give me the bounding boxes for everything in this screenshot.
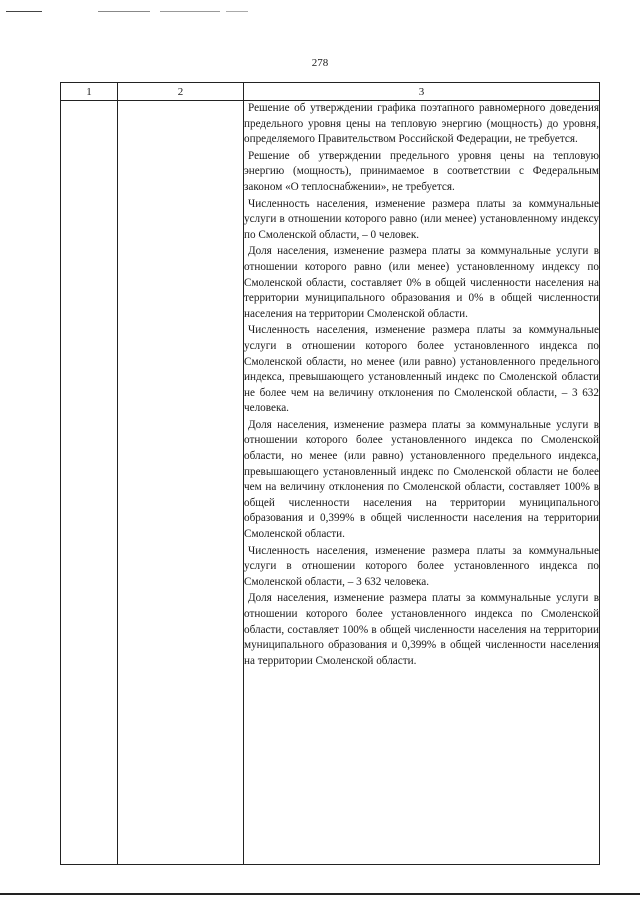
table-cell-empty [61,101,118,865]
table-cell-text [244,101,600,865]
table-row [61,101,600,865]
paragraph: Численность населения, изменение размера платы за коммунальные услуги в отношении которого равно (или менее) установленному индексу по Смоленской области, – 0 человек. [244,197,599,241]
paragraph: Численность населения, изменение размера платы за коммунальные услуги в отношении которого более установленного индекса по Смоленской области, – 3 632 человека. [244,544,599,588]
paragraph: Численность населения, изменение размера платы за коммунальные услуги в отношении которого более установленного индекса по Смоленской области, но менее (или равно) установленного предельного индекса, превышающего установленный индекс по Смоленской области не более чем на величину отклонения по Смоленской области, – 3 632 человека. [244,324,599,415]
scan-edge-line [0,893,640,895]
document-table [60,82,600,865]
scan-artifact-line [226,11,248,12]
paragraph: Решение об утверждении графика поэтапного равномерного доведения предельного уровня цены на тепловую энергию (мощность) до уровня, определяемого Правительством Российской Федерации, не требуется. [244,102,599,146]
paragraph: Доля населения, изменение размера платы за коммунальные услуги в отношении которого более установленного индекса по Смоленской области, составляет 100% в общей численности населения на территории муниципального образования и 0,399% в общей численности населения на территории Смоленской области. [244,592,599,667]
column-header-3: 3 [244,83,600,101]
paragraph: Доля населения, изменение размера платы за коммунальные услуги в отношении которого более установленного индекса по Смоленской области, но менее (или равно) установленного предельного индекса, превышающего установленный индекс по Смоленской области не более чем на величину отклонения по Смоленской области, составляет 100% в общей численности населения на территории муниципального образования и 0,399% в общей численности населения на территории Смоленской области. [244,418,599,541]
table-header-row [61,83,600,101]
scan-artifact-line [6,11,42,12]
table-cell-empty [118,101,244,865]
paragraph: Доля населения, изменение размера платы за коммунальные услуги в отношении которого равно (или менее) установленному индексу по Смоленской области, составляет 0% в общей численности населения на территории муниципального образования и 0% в общей численности населения на территории Смоленской области. [244,245,599,320]
scan-artifact-line [160,11,220,12]
page-number: 278 [311,57,329,69]
column-header-1: 1 [61,83,118,101]
column-header-2: 2 [118,83,244,101]
paragraph: Решение об утверждении предельного уровня цены на тепловую энергию (мощность), принимаемое в соответствии с Федеральным законом «О теплоснабжении», не требуется. [244,149,599,193]
scan-artifact-line [98,11,150,12]
